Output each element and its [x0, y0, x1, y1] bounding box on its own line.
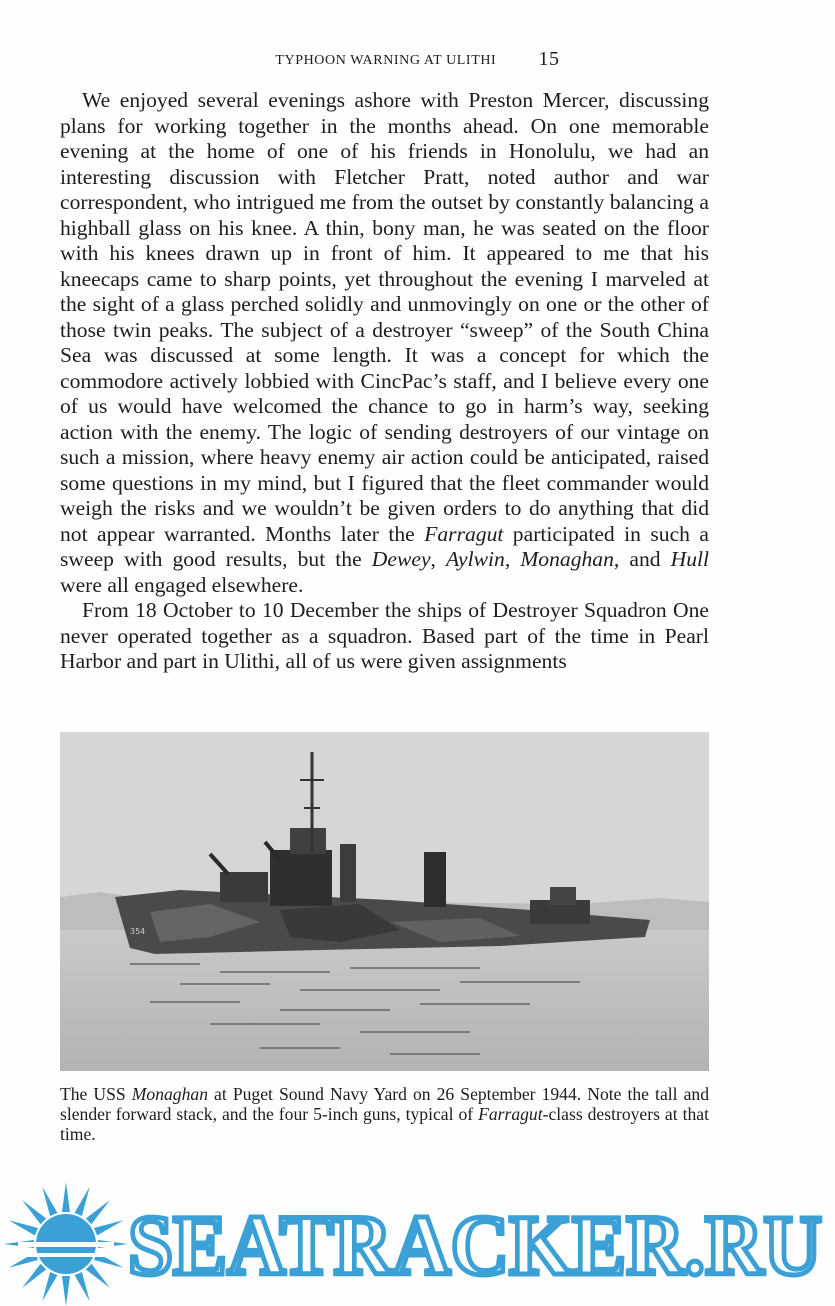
running-title: TYPHOON WARNING AT ULITHI [275, 53, 497, 68]
sun-logo [4, 1182, 128, 1306]
after-stack [424, 852, 446, 907]
paragraph [60, 598, 709, 675]
forward-stack [340, 844, 356, 902]
text-run: , [504, 547, 521, 571]
page-number: 15 [538, 48, 560, 70]
italic-run: Aylwin [446, 547, 505, 571]
body-text [60, 88, 709, 675]
caption-text [60, 1084, 709, 1144]
italic-run: Monaghan [520, 547, 614, 571]
hull-number: 354 [130, 927, 146, 936]
italic-run: Dewey [371, 547, 431, 571]
photo-caption [60, 1084, 709, 1144]
paragraph [60, 88, 709, 598]
watermark [0, 1182, 835, 1306]
text-run: From 18 October to 10 December the ships of Destroyer Squadron One never operated together as a squadron. Based part of the time in Pearl Harbor and part in Ulithi, all of us were given assignments [60, 598, 709, 673]
watermark-text: SEATRACKER.RU [128, 1197, 822, 1293]
text-run: -class destroyers at that time. [60, 1104, 709, 1144]
text-run: , [430, 547, 447, 571]
text-run: were all engaged elsewhere. [60, 572, 304, 597]
running-header [0, 48, 835, 71]
text-run: We enjoyed several evenings ashore with Preston Mercer, discussing plans for working together in the months ahead. On one memorable evening at the home of one of his friends in Honolulu, we had an interesting discussion with Fletcher Pratt, noted author and war correspondent, who intrigued me from the outset by constantly balancing a highball glass on his knee. A thin, bony man, he was seated on the floor with his knees drawn up in front of him. It appeared to me that his kneecaps came to sharp points, yet throughout the evening I marveled at the sight of a glass perched solidly and unmovingly on one or the other of those twin peaks. The subject of a destroyer “sweep” of the South China Sea was discussed at some length. It was a concept for which the commodore actively lobbied with CincPac’s staff, and I believe every one of us would have welcomed the chance to go in harm’s way, seeking action with the enemy. The logic of sending destroyers of our vintage on such a mission, where heavy enemy air action could be anticipated, raised some questions in my mind, but I figured that the fleet commander would weigh the risks and we wouldn’t be given orders to do anything that did not appear warranted. Months later the [60, 88, 709, 546]
text-run: The USS [60, 1084, 132, 1104]
ship-photo [60, 732, 709, 1071]
italic-run: Hull [670, 547, 710, 571]
destroyer-illustration [60, 732, 709, 1071]
italic-run: Farragut [478, 1104, 543, 1124]
italic-run: Farragut [424, 521, 504, 546]
italic-run: Monaghan [131, 1084, 208, 1104]
text-run: at Puget Sound Navy Yard on 26 September 1944. Note the tall and slender forward stack, and the four 5-inch guns, typical of [60, 1084, 709, 1124]
text-run: , and [613, 547, 671, 571]
text-run: participated in such a sweep with good results, but the [60, 521, 709, 571]
